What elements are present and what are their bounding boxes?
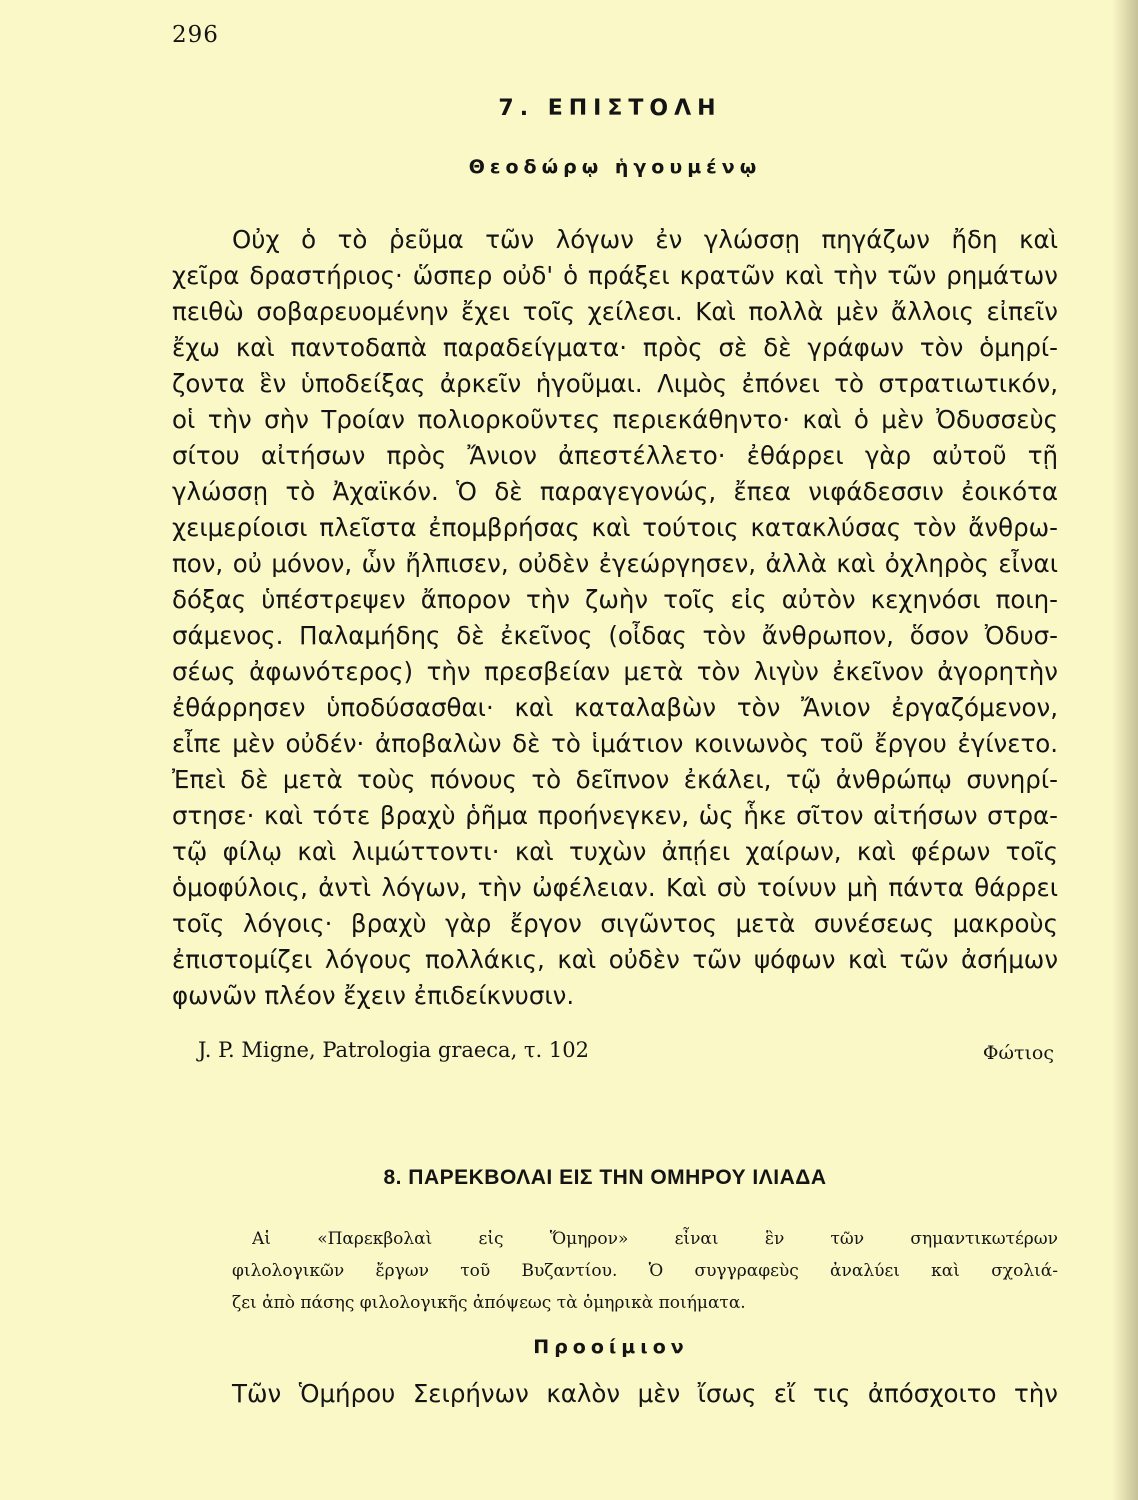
body-line: ἐπιστομίζει λόγους πολλάκις, καὶ οὐδὲν τῶν ψόφων καὶ τῶν ἀσήμων xyxy=(172,945,1058,974)
body-line: σέως ἀφωνότερος) τὴν πρεσβείαν μετὰ τὸν λιγὺν ἐκεῖνον ἀγορητὴν xyxy=(172,657,1058,686)
body-line: οἱ τὴν σὴν Τροίαν πολιορκοῦντες περιεκάθηντο· καὶ ὁ μὲν Ὀδυσσεὺς xyxy=(172,405,1058,434)
body-line: πειθὼ σοβαρευομένην ἔχει τοῖς χείλεσι. Καὶ πολλὰ μὲν ἄλλοις εἰπεῖν xyxy=(172,297,1058,326)
body-line: σάμενος. Παλαμήδης δὲ ἐκεῖνος (οἶδας τὸν ἄνθρωπον, ὅσον Ὀδυσ- xyxy=(172,621,1058,650)
body-line: σίτου αἰτήσων πρὸς Ἄνιον ἀπεστέλλετο· ἐθάρρει γὰρ αὐτοῦ τῇ xyxy=(172,441,1058,470)
body-line: ζοντα ἓν ὑποδείξας ἀρκεῖν ἡγοῦμαι. Λιμὸς ἐπόνει τὸ στρατιωτικόν, xyxy=(172,369,1058,398)
intro-line: Αἱ «Παρεκβολαὶ εἰς Ὅμηρον» εἶναι ἓν τῶν σημαντικωτέρων xyxy=(252,1229,1058,1249)
body-line: χειμερίοισι πλεῖστα ἐπομβρήσας καὶ τούτοις κατακλύσας τὸν ἄνθρω- xyxy=(172,513,1058,542)
body-line: πον, οὐ μόνον, ὧν ἤλπισεν, οὐδὲν ἐγεώργησεν, ἀλλὰ καὶ ὀχληρὸς εἶναι xyxy=(172,549,1058,578)
body-line: Ἐπεὶ δὲ μετὰ τοὺς πόνους τὸ δεῖπνον ἐκάλει, τῷ ἀνθρώπῳ συνηρί- xyxy=(172,765,1058,794)
author-name: Φώτιος xyxy=(982,1042,1054,1064)
body-line: τοῖς λόγοις· βραχὺ γὰρ ἔργον σιγῶντος μετὰ συνέσεως μακροὺς xyxy=(172,909,1058,938)
body-line: φωνῶν πλέον ἔχειν ἐπιδείκνυσιν. xyxy=(172,981,575,1010)
body-line: ἐθάρρησεν ὑποδύσασθαι· καὶ καταλαβὼν τὸν Ἄνιον ἐργαζόμενον, xyxy=(172,693,1058,722)
body-line: χεῖρα δραστήριος· ὥσπερ οὐδ' ὁ πράξει κρατῶν καὶ τὴν τῶν ρημάτων xyxy=(172,261,1058,290)
body-line: Οὐχ ὁ τὸ ῥεῦμα τῶν λόγων ἐν γλώσσῃ πηγάζων ἤδη καὶ xyxy=(232,225,1058,254)
body-line: γλώσσῃ τὸ Ἀχαϊκόν. Ὁ δὲ παραγεγονώς, ἔπεα νιφάδεσσιν ἐοικότα xyxy=(172,477,1058,506)
intro-line: ζει ἀπὸ πάσης φιλολογικῆς ἀπόψεως τὰ ὁμηρικὰ ποιήματα. xyxy=(232,1293,746,1313)
body-line: στησε· καὶ τότε βραχὺ ῥῆμα προήνεγκεν, ὡς ἧκε σῖτον αἰτήσων στρα- xyxy=(172,801,1058,830)
section-8-subheading: Προοίμιον xyxy=(533,1336,689,1358)
section-8-title: 8. ΠΑΡΕΚΒΟΛΑΙ ΕΙΣ ΤΗΝ ΟΜΗΡΟΥ ΙΛΙΑΔΑ xyxy=(383,1166,827,1189)
intro-line: φιλολογικῶν ἔργων τοῦ Βυζαντίου. Ὁ συγγραφεὺς ἀναλύει καὶ σχολιά- xyxy=(232,1261,1058,1281)
body-line: ἔχω καὶ παντοδαπὰ παραδείγματα· πρὸς σὲ δὲ γράφων τὸν ὁμηρί- xyxy=(172,333,1058,362)
page-number: 296 xyxy=(172,22,219,48)
body-line: ὁμοφύλοις, ἀντὶ λόγων, τὴν ὠφέλειαν. Καὶ σὺ τοίνυν μὴ πάντα θάρρει xyxy=(172,873,1058,902)
section-7-subtitle: Θεοδώρῳ ἡγουμένῳ xyxy=(468,156,762,178)
section-8-first-line: Τῶν Ὁμήρου Σειρήνων καλὸν μὲν ἴσως εἴ τις ἀπόσχοιτο τὴν xyxy=(232,1379,1058,1408)
source-citation: J. P. Migne, Patrologia graeca, τ. 102 xyxy=(198,1038,589,1062)
body-line: δόξας ὑπέστρεψεν ἄπορον τὴν ζωὴν τοῖς εἰς αὐτὸν κεχηνόσι ποιη- xyxy=(172,585,1058,614)
body-line: τῷ φίλῳ καὶ λιμώττοντι· καὶ τυχὼν ἀπῄει χαίρων, καὶ φέρων τοῖς xyxy=(172,837,1058,866)
body-line: εἶπε μὲν οὐδέν· ἀποβαλὼν δὲ τὸ ἱμάτιον κοινωνὸς τοῦ ἔργου ἐγίνετο. xyxy=(172,729,1058,758)
page-edge-shadow xyxy=(1112,0,1138,1500)
section-7-title: 7. ΕΠΙΣΤΟΛΗ xyxy=(498,96,722,121)
